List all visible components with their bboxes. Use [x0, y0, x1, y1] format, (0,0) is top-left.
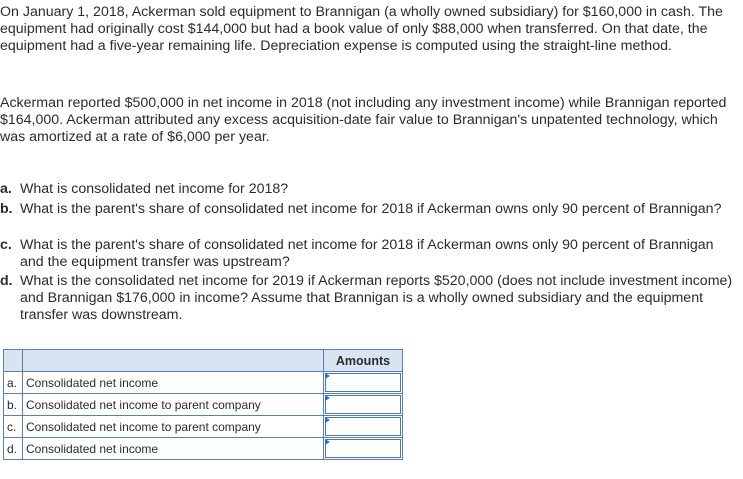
question-text: What is the consolidated net income for 2019 if Ackerman reports $520,000 (does not include investment income) and Brannigan $176,000 in income? Assume that Brannigan is a wholly owned subsidiary and the equipment transfer was downstream.: [20, 273, 733, 324]
amount-input-box[interactable]: [325, 439, 401, 458]
input-marker-icon: [325, 417, 330, 423]
problem-paragraph-1: On January 1, 2018, Ackerman sold equipment to Brannigan (a wholly owned subsidiary) for $160,000 in cash. The equipment had originally cost $144,000 but had a book value of only $88,000 when transferred. On that date, the equipment had a five-year remaining life. Depreciation expense is computed using the straight-line method.: [0, 4, 723, 55]
question-letter: c.: [0, 237, 12, 253]
question-b: [0, 201, 740, 218]
problem-paragraph-2: Ackerman reported $500,000 in net income in 2018 (not including any investment income) while Brannigan reported $164,000. Ackerman attributed any excess acquisition-date fair value to Brannigan's unpatented technology, which was amortized at a rate of $6,000 per year.: [0, 95, 727, 146]
table-row: [4, 438, 403, 460]
row-letter: b.: [4, 394, 23, 416]
table-row: [4, 416, 403, 438]
row-letter: a.: [4, 372, 23, 394]
row-letter: c.: [4, 416, 23, 438]
input-marker-icon: [325, 395, 330, 401]
question-c: [0, 237, 740, 271]
row-label: Consolidated net income: [23, 438, 324, 460]
question-d: [0, 273, 740, 325]
amount-input-a[interactable]: [324, 372, 403, 394]
question-text: What is consolidated net income for 2018?: [20, 181, 289, 197]
amount-input-d[interactable]: [324, 438, 403, 460]
answer-table: [3, 349, 403, 460]
amount-input-box[interactable]: [325, 395, 401, 414]
amount-input-c[interactable]: [324, 416, 403, 438]
question-letter: d.: [0, 273, 13, 289]
table-row: [4, 372, 403, 394]
amount-input-box[interactable]: [325, 417, 401, 436]
row-label: Consolidated net income to parent company: [23, 416, 324, 438]
input-marker-icon: [325, 439, 330, 445]
row-label: Consolidated net income to parent company: [23, 394, 324, 416]
amount-input-b[interactable]: [324, 394, 403, 416]
question-text: What is the parent's share of consolidated net income for 2018 if Ackerman owns only 90 percent of Brannigan and the equipment transfer was upstream?: [20, 237, 714, 271]
header-blank-label: [23, 350, 324, 372]
amount-input-box[interactable]: [325, 373, 401, 392]
question-text: What is the parent's share of consolidated net income for 2018 if Ackerman owns only 90 percent of Brannigan?: [20, 201, 722, 217]
table-row: [4, 394, 403, 416]
answer-table-header: [4, 350, 403, 372]
row-letter: d.: [4, 438, 23, 460]
header-blank-letter: [4, 350, 23, 372]
question-letter: b.: [0, 201, 13, 217]
question-letter: a.: [0, 181, 12, 197]
header-amounts: Amounts: [324, 350, 403, 372]
row-label: Consolidated net income: [23, 372, 324, 394]
question-a: [0, 181, 740, 198]
input-marker-icon: [325, 373, 330, 379]
